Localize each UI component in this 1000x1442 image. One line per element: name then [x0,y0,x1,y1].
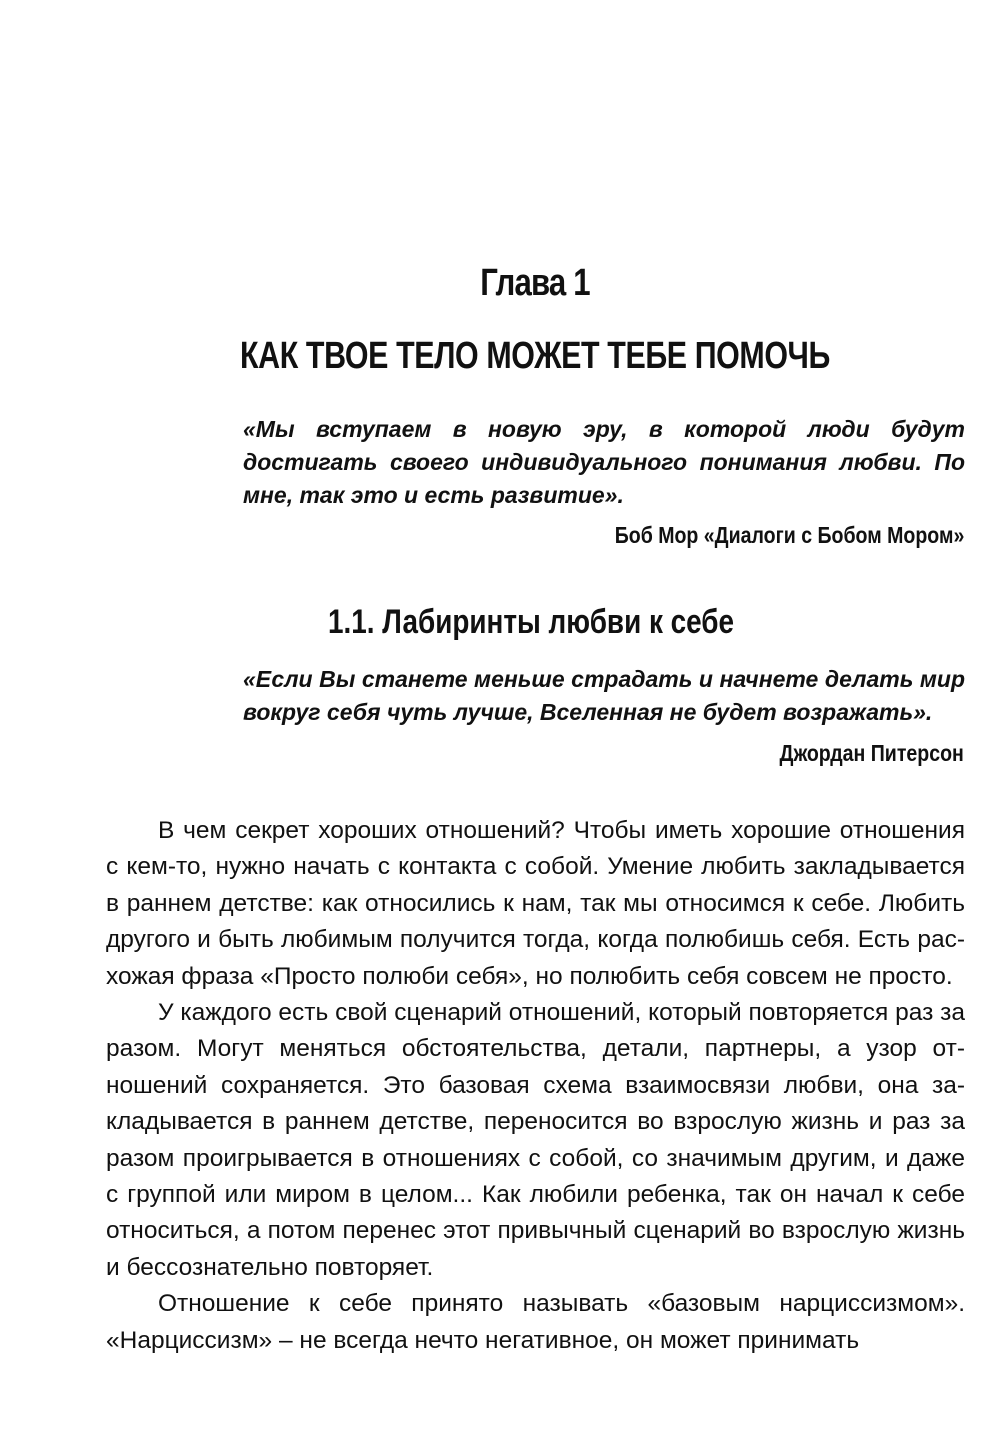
epigraph-author-1: Боб Мор «Диалоги с Бобом Мором» [614,522,964,548]
epigraph-quote-1: «Мы вступаем в новую эру, в которой люди будут достигать своего индивидуального понимания любви. По мне, так это и есть развитие». [243,416,965,508]
chapter-number: Глава 1 [480,262,590,304]
epigraph-quote-2: «Если Вы станете меньше страдать и начнете делать мир вокруг себя чуть лучше, Вселенная не будет возражать». [243,666,965,725]
chapter-title: КАК ТВОЕ ТЕЛО МОЖЕТ ТЕБЕ ПОМОЧЬ [240,335,830,377]
epigraph-author-2: Джордан Питерсон [779,740,964,766]
body-paragraph-1: В чем секрет хороших отношений? Чтобы иметь хорошие отношения с кем-то, нужно начать с контакта с собой. Умение любить закладывается в раннем детстве: как относились к нам, так мы относимся к себе. Любить другого и быть любимым получится тогда, когда полюбишь себя. Есть расхожая фраза «Просто полюби себя», но полюбить себя совсем не просто. [106,817,965,990]
body-text [106,813,965,1359]
body-paragraph-3: Отношение к себе принято называть «базовым нарциссизмом». «Нарциссизм» – не всегда нечто негативное, он может принимать [106,1290,965,1354]
body-paragraph-2: У каждого есть свой сценарий отношений, который повторяется раз за разом. Могут меняться обстоятельства, детали, партнеры, а узор отношений сохраняется. Это базовая схема взаимосвязи любви, она закладывается в раннем детстве, переносится во взрослую жизнь и раз за разом проигрывается в отношениях с собой, со значимым другим, и даже с группой или миром в целом... Как любили ребенка, так он начал к себе относиться, а потом перенес этот привычный сценарий во взрослую жизнь и бессознательно повторяет. [106,999,965,1281]
section-title: 1.1. Лабиринты любви к себе [327,603,735,641]
